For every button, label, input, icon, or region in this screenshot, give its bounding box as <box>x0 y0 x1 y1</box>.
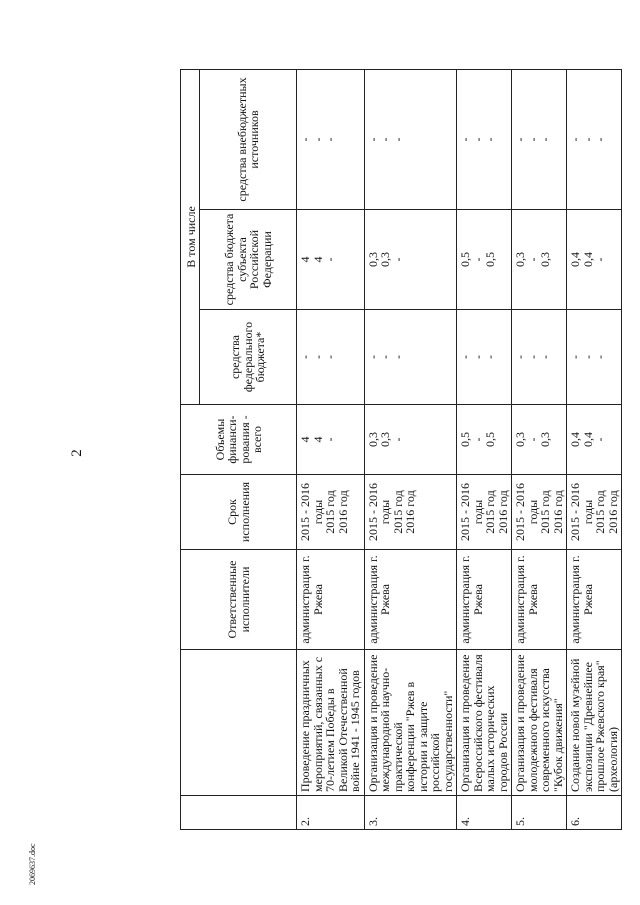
federal-value: - <box>390 355 405 359</box>
total-value: - <box>323 437 337 442</box>
row-executor: администрация г. Ржева <box>567 550 622 650</box>
extra-value: - <box>323 137 337 142</box>
row-num: 4. <box>457 796 512 830</box>
total-value: - <box>525 437 540 442</box>
row-name: Проведение праздничных мероприятий, связанных с 70-летием Победы в Великой Отечественной войне 1941 - 1945 годов <box>297 650 365 796</box>
term-value: 2015 - 2016 годы <box>458 483 485 541</box>
row-terms <box>457 475 512 550</box>
row-regional <box>297 210 365 310</box>
extra-value: - <box>580 137 595 142</box>
total-value: 0,3 <box>538 432 552 447</box>
term-value: 2015 год <box>483 490 497 534</box>
regional-value: - <box>593 257 607 262</box>
term-value: 2015 год <box>538 490 552 534</box>
federal-value: - <box>298 355 312 359</box>
header-name <box>181 650 297 796</box>
federal-value: - <box>483 355 497 359</box>
extra-value: - <box>525 137 540 142</box>
table-row <box>567 69 622 829</box>
regional-value: 0,3 <box>365 252 380 267</box>
row-extra <box>512 69 567 209</box>
row-num: 2. <box>297 796 365 830</box>
row-num: 5. <box>512 796 567 830</box>
federal-value: - <box>323 355 337 359</box>
regional-value: 0,4 <box>580 252 595 267</box>
table-row <box>457 69 512 829</box>
header-volume: Объемы финанси- рования - всего <box>181 405 297 475</box>
row-regional <box>567 210 622 310</box>
row-total <box>297 405 365 475</box>
term-value: 2015 - 2016 годы <box>568 483 595 541</box>
regional-value: 0,3 <box>378 252 392 267</box>
table-row <box>364 69 457 829</box>
federal-value: - <box>580 355 595 359</box>
row-terms <box>297 475 365 550</box>
federal-value: - <box>378 355 392 359</box>
row-total <box>457 405 512 475</box>
term-value: 2015 год <box>390 490 405 534</box>
total-value: 0,3 <box>513 432 527 447</box>
row-total <box>512 405 567 475</box>
row-name: Организация и проведение Всероссийского фестиваля малых исторических городов России <box>457 650 512 796</box>
regional-value: 4 <box>298 256 312 263</box>
row-extra <box>364 69 457 209</box>
extra-value: - <box>458 137 472 142</box>
regional-value: 0,3 <box>513 252 527 267</box>
term-value: 2016 год <box>403 490 417 534</box>
extra-value: - <box>593 137 607 142</box>
extra-value: - <box>378 137 392 142</box>
regional-value: - <box>323 257 337 262</box>
regional-value: 0,4 <box>568 252 582 267</box>
federal-value: - <box>513 355 527 359</box>
total-value: 0,4 <box>568 432 582 447</box>
row-executor: администрация г. Ржева <box>457 550 512 650</box>
extra-value: - <box>483 137 497 142</box>
row-terms <box>512 475 567 550</box>
header-in-that-number: В том числе <box>181 69 200 404</box>
federal-value: - <box>593 355 607 359</box>
row-extra <box>297 69 365 209</box>
header-responsible: Ответственные исполнители <box>181 550 297 650</box>
row-terms <box>567 475 622 550</box>
total-value: 0,4 <box>580 432 595 447</box>
total-value: - <box>470 437 485 442</box>
extra-value: - <box>470 137 485 142</box>
total-value: 0,5 <box>483 432 497 447</box>
row-federal <box>457 310 512 405</box>
extra-value: - <box>538 137 552 142</box>
federal-value: - <box>458 355 472 359</box>
federal-value: - <box>525 355 540 359</box>
page-number: 2 <box>69 449 85 457</box>
extra-value: - <box>310 137 325 142</box>
total-value: 0,5 <box>458 432 472 447</box>
total-value: 0,3 <box>378 432 392 447</box>
regional-value: - <box>390 257 405 262</box>
header-regional: средства бюджета субъекта Российской Федерации <box>200 210 297 310</box>
total-value: 4 <box>310 436 325 443</box>
header-num <box>181 796 297 830</box>
regional-value: 0,3 <box>538 252 552 267</box>
row-regional <box>512 210 567 310</box>
rotated-table-wrapper <box>180 70 620 830</box>
federal-value: - <box>470 355 485 359</box>
row-name: Организация и проведение международной научно-практической конференции "Ржев в истории и защите российской государственности" <box>364 650 457 796</box>
table-body <box>297 69 622 829</box>
row-federal <box>567 310 622 405</box>
term-value: 2015 год <box>593 490 607 534</box>
row-executor: администрация г. Ржева <box>297 550 365 650</box>
total-value: 0,3 <box>365 432 380 447</box>
table-row <box>512 69 567 829</box>
extra-value: - <box>513 137 527 142</box>
document-code: 2069637.doc <box>28 843 37 885</box>
row-federal <box>364 310 457 405</box>
regional-value: 4 <box>310 256 325 263</box>
row-total <box>364 405 457 475</box>
term-value: 2015 год <box>323 490 337 534</box>
row-terms <box>364 475 457 550</box>
extra-value: - <box>390 137 405 142</box>
row-num: 3. <box>364 796 457 830</box>
extra-value: - <box>298 137 312 142</box>
term-value: 2015 - 2016 годы <box>298 483 325 541</box>
row-name: Организация и проведение молодежного фестиваля современного искусства "Кубок движения" <box>512 650 567 796</box>
row-regional <box>364 210 457 310</box>
term-value: 2016 год <box>335 490 350 534</box>
term-value: 2016 год <box>495 490 510 534</box>
regional-value: - <box>525 257 540 262</box>
regional-value: 0,5 <box>458 252 472 267</box>
extra-value: - <box>568 137 582 142</box>
term-value: 2016 год <box>605 490 620 534</box>
table-row <box>297 69 365 829</box>
total-value: - <box>390 437 405 442</box>
term-value: 2015 - 2016 годы <box>365 483 392 541</box>
extra-value: - <box>365 137 380 142</box>
total-value: - <box>593 437 607 442</box>
term-value: 2016 год <box>550 490 565 534</box>
header-term: Срок исполнения <box>181 475 297 550</box>
row-executor: администрация г. Ржева <box>512 550 567 650</box>
row-executor: администрация г. Ржева <box>364 550 457 650</box>
row-regional <box>457 210 512 310</box>
federal-value: - <box>538 355 552 359</box>
row-extra <box>567 69 622 209</box>
regional-value: 0,5 <box>483 252 497 267</box>
row-num: 6. <box>567 796 622 830</box>
row-federal <box>512 310 567 405</box>
federal-value: - <box>365 355 380 359</box>
row-name: Создание новой музейной экспозиции "Древнейшее прошлое Ржевского края" (археология) <box>567 650 622 796</box>
header-federal: средства федерального бюджета* <box>200 310 297 405</box>
row-extra <box>457 69 512 209</box>
regional-value: - <box>470 257 485 262</box>
federal-value: - <box>310 355 325 359</box>
federal-value: - <box>568 355 582 359</box>
header-extra: средства внебюджетных источников <box>200 69 297 209</box>
program-table <box>180 69 622 830</box>
total-value: 4 <box>298 436 312 443</box>
term-value: 2015 - 2016 годы <box>513 483 540 541</box>
row-federal <box>297 310 365 405</box>
row-total <box>567 405 622 475</box>
